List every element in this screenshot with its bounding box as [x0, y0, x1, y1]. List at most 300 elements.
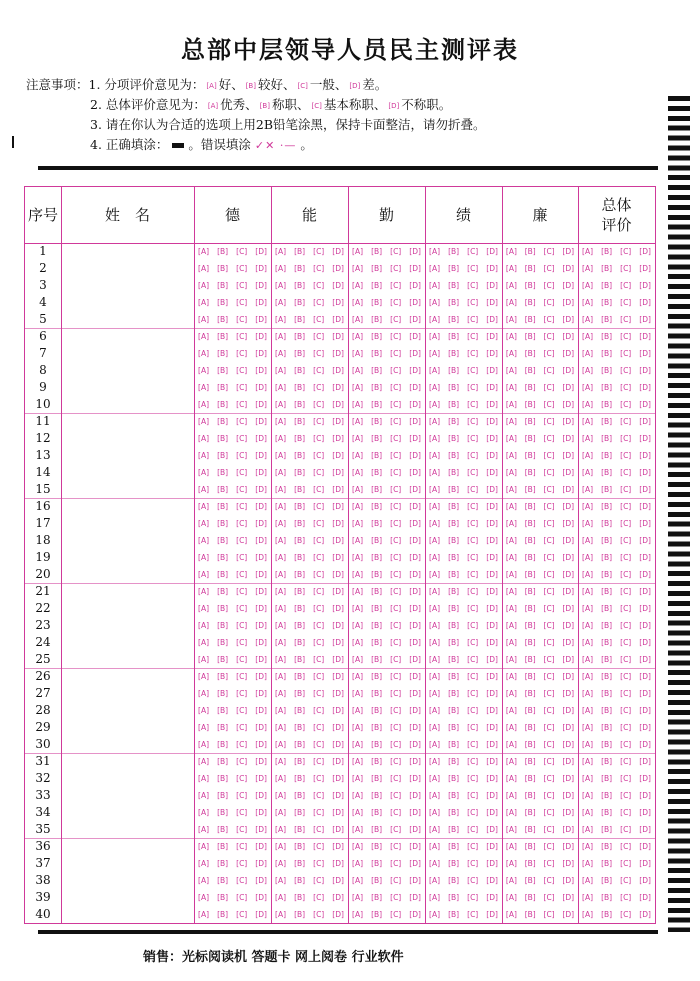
name-field[interactable] — [61, 838, 194, 855]
option-bubble[interactable]: [A] — [275, 757, 287, 766]
option-bubble[interactable]: [A] — [429, 264, 441, 273]
option-bubble[interactable]: [C] — [390, 757, 402, 766]
option-bubble[interactable]: [B] — [294, 383, 306, 392]
option-bubble[interactable]: [A] — [275, 519, 287, 528]
option-bubble[interactable]: [D] — [639, 842, 651, 851]
option-bubble[interactable]: [A] — [429, 672, 441, 681]
option-bubble[interactable]: [A] — [198, 536, 210, 545]
option-bubble[interactable]: [B] — [524, 808, 536, 817]
option-bubble[interactable]: [D] — [639, 332, 651, 341]
option-bubble[interactable]: [B] — [371, 757, 383, 766]
option-bubble[interactable]: [D] — [486, 604, 498, 613]
option-bubble[interactable]: [B] — [217, 791, 229, 800]
option-bubble[interactable]: [C] — [313, 910, 325, 919]
option-bubble[interactable]: [A] — [505, 570, 517, 579]
option-bubble[interactable]: [D] — [562, 621, 575, 630]
option-bubble[interactable]: [D] — [409, 383, 421, 392]
option-bubble[interactable]: [D] — [332, 910, 344, 919]
name-field[interactable] — [61, 396, 194, 413]
option-bubble[interactable]: [D] — [639, 298, 651, 307]
option-bubble[interactable]: [C] — [620, 876, 632, 885]
option-bubble[interactable]: [C] — [390, 349, 402, 358]
option-bubble[interactable]: [D] — [562, 842, 575, 851]
option-bubble[interactable]: [A] — [505, 910, 517, 919]
option-bubble[interactable]: [D] — [639, 468, 651, 477]
option-bubble[interactable]: [D] — [255, 723, 267, 732]
option-bubble[interactable]: [A] — [582, 842, 594, 851]
option-bubble[interactable]: [D] — [562, 553, 575, 562]
option-bubble[interactable]: [A] — [505, 502, 517, 511]
option-bubble[interactable]: [D] — [562, 570, 575, 579]
option-bubble[interactable]: [A] — [505, 825, 517, 834]
option-bubble[interactable]: [B] — [294, 417, 306, 426]
option-bubble[interactable]: [A] — [505, 536, 517, 545]
option-bubble[interactable]: [D] — [409, 315, 421, 324]
option-bubble[interactable]: [C] — [620, 451, 632, 460]
option-bubble[interactable]: [A] — [582, 774, 594, 783]
option-bubble[interactable]: [D] — [486, 689, 498, 698]
option-bubble[interactable]: [C] — [543, 247, 555, 256]
option-bubble[interactable]: [A] — [582, 519, 594, 528]
option-bubble[interactable]: [B] — [448, 791, 460, 800]
option-bubble[interactable]: [B] — [448, 689, 460, 698]
option-bubble[interactable]: [C] — [236, 808, 248, 817]
option-bubble[interactable]: [B] — [601, 468, 613, 477]
option-bubble[interactable]: [B] — [371, 723, 383, 732]
option-bubble[interactable]: [D] — [332, 791, 344, 800]
option-bubble[interactable]: [D] — [639, 349, 651, 358]
option-bubble[interactable]: [C] — [390, 893, 402, 902]
option-bubble[interactable]: [C] — [543, 315, 555, 324]
option-bubble[interactable]: [B] — [371, 400, 383, 409]
option-bubble[interactable]: [B] — [371, 485, 383, 494]
option-bubble[interactable]: [A] — [582, 468, 594, 477]
option-bubble[interactable]: [A] — [352, 502, 364, 511]
option-bubble[interactable]: [C] — [543, 485, 555, 494]
option-bubble[interactable]: [C] — [236, 281, 248, 290]
option-bubble[interactable]: [C] — [543, 638, 555, 647]
option-bubble[interactable]: [B] — [294, 502, 306, 511]
option-bubble[interactable]: [B] — [601, 672, 613, 681]
option-bubble[interactable]: [A] — [429, 315, 441, 324]
option-bubble[interactable]: [B] — [294, 706, 306, 715]
option-bubble[interactable]: [A] — [275, 587, 287, 596]
option-bubble[interactable]: [A] — [582, 502, 594, 511]
option-bubble[interactable]: [D] — [562, 893, 575, 902]
option-bubble[interactable]: [D] — [639, 553, 651, 562]
option-bubble[interactable]: [D] — [409, 332, 421, 341]
option-bubble[interactable]: [D] — [562, 247, 575, 256]
option-bubble[interactable]: [B] — [448, 383, 460, 392]
option-bubble[interactable]: [C] — [620, 621, 632, 630]
option-bubble[interactable]: [A] — [352, 468, 364, 477]
option-bubble[interactable]: [B] — [601, 774, 613, 783]
option-bubble[interactable]: [C] — [467, 655, 479, 664]
option-bubble[interactable]: [D] — [486, 638, 498, 647]
option-bubble[interactable]: [B] — [217, 621, 229, 630]
name-field[interactable] — [61, 566, 194, 583]
option-bubble[interactable]: [B] — [601, 298, 613, 307]
option-bubble[interactable]: [B] — [371, 791, 383, 800]
option-bubble[interactable]: [A] — [429, 485, 441, 494]
option-bubble[interactable]: [D] — [332, 655, 344, 664]
option-bubble[interactable]: [C] — [236, 383, 248, 392]
option-bubble[interactable]: [C] — [543, 383, 555, 392]
option-bubble[interactable]: [B] — [217, 706, 229, 715]
option-bubble[interactable]: [A] — [352, 621, 364, 630]
name-field[interactable] — [61, 464, 194, 481]
name-field[interactable] — [61, 702, 194, 719]
option-bubble[interactable]: [D] — [639, 672, 651, 681]
option-bubble[interactable]: [B] — [371, 587, 383, 596]
option-bubble[interactable]: [D] — [255, 655, 267, 664]
option-bubble[interactable]: [A] — [352, 638, 364, 647]
option-bubble[interactable]: [D] — [486, 825, 498, 834]
option-bubble[interactable]: [D] — [409, 247, 421, 256]
option-bubble[interactable]: [C] — [236, 604, 248, 613]
option-bubble[interactable]: [B] — [524, 332, 536, 341]
option-bubble[interactable]: [D] — [486, 400, 498, 409]
option-bubble[interactable]: [C] — [236, 485, 248, 494]
option-bubble[interactable]: [D] — [255, 468, 267, 477]
option-bubble[interactable]: [A] — [198, 672, 210, 681]
option-bubble[interactable]: [A] — [352, 570, 364, 579]
option-bubble[interactable]: [B] — [524, 519, 536, 528]
option-bubble[interactable]: [D] — [332, 468, 344, 477]
option-bubble[interactable]: [A] — [352, 757, 364, 766]
option-bubble[interactable]: [A] — [198, 604, 210, 613]
option-bubble[interactable]: [B] — [294, 876, 306, 885]
option-bubble[interactable]: [B] — [601, 723, 613, 732]
option-bubble[interactable]: [B] — [371, 536, 383, 545]
option-bubble[interactable]: [B] — [601, 264, 613, 273]
option-bubble[interactable]: [C] — [467, 910, 479, 919]
option-bubble[interactable]: [A] — [275, 468, 287, 477]
option-bubble[interactable]: [D] — [486, 315, 498, 324]
option-bubble[interactable]: [A] — [505, 434, 517, 443]
option-bubble[interactable]: [A] — [275, 315, 287, 324]
option-bubble[interactable]: [A] — [352, 876, 364, 885]
option-bubble[interactable]: [A] — [198, 468, 210, 477]
option-bubble[interactable]: [B] — [524, 757, 536, 766]
name-field[interactable] — [61, 277, 194, 294]
option-bubble[interactable]: [B] — [601, 434, 613, 443]
option-bubble[interactable]: [D] — [255, 638, 267, 647]
option-bubble[interactable]: [D] — [332, 519, 344, 528]
option-bubble[interactable]: [C] — [390, 383, 402, 392]
option-bubble[interactable]: [B] — [294, 893, 306, 902]
option-bubble[interactable]: [C] — [543, 706, 555, 715]
option-bubble[interactable]: [D] — [639, 247, 651, 256]
option-bubble[interactable]: [C] — [620, 791, 632, 800]
option-bubble[interactable]: [A] — [352, 893, 364, 902]
option-bubble[interactable]: [D] — [486, 417, 498, 426]
option-bubble[interactable]: [C] — [313, 757, 325, 766]
option-bubble[interactable]: [C] — [236, 502, 248, 511]
option-bubble[interactable]: [A] — [352, 910, 364, 919]
option-bubble[interactable]: [C] — [467, 808, 479, 817]
option-bubble[interactable]: [A] — [582, 553, 594, 562]
option-bubble[interactable]: [B] — [294, 485, 306, 494]
option-bubble[interactable]: [D] — [639, 757, 651, 766]
option-bubble[interactable]: [A] — [352, 774, 364, 783]
option-bubble[interactable]: [A] — [429, 434, 441, 443]
option-bubble[interactable]: [D] — [639, 604, 651, 613]
option-bubble[interactable]: [B] — [601, 859, 613, 868]
option-bubble[interactable]: [C] — [236, 553, 248, 562]
option-bubble[interactable]: [A] — [275, 485, 287, 494]
option-bubble[interactable]: [A] — [582, 808, 594, 817]
option-bubble[interactable]: [A] — [429, 468, 441, 477]
name-field[interactable] — [61, 804, 194, 821]
option-bubble[interactable]: [B] — [448, 740, 460, 749]
option-bubble[interactable]: [B] — [217, 689, 229, 698]
option-bubble[interactable]: [A] — [505, 298, 517, 307]
name-field[interactable] — [61, 379, 194, 396]
option-bubble[interactable]: [C] — [543, 723, 555, 732]
option-bubble[interactable]: [A] — [352, 604, 364, 613]
option-bubble[interactable]: [D] — [562, 774, 575, 783]
option-bubble[interactable]: [B] — [524, 417, 536, 426]
option-bubble[interactable]: [B] — [601, 400, 613, 409]
option-bubble[interactable]: [A] — [582, 723, 594, 732]
option-bubble[interactable]: [D] — [486, 570, 498, 579]
option-bubble[interactable]: [C] — [620, 774, 632, 783]
option-bubble[interactable]: [C] — [620, 519, 632, 528]
option-bubble[interactable]: [D] — [486, 655, 498, 664]
option-bubble[interactable]: [B] — [294, 638, 306, 647]
option-bubble[interactable]: [B] — [371, 740, 383, 749]
option-bubble[interactable]: [C] — [390, 502, 402, 511]
option-bubble[interactable]: [A] — [582, 485, 594, 494]
option-bubble[interactable]: [B] — [371, 451, 383, 460]
option-bubble[interactable]: [D] — [409, 502, 421, 511]
option-bubble[interactable]: [B] — [217, 349, 229, 358]
option-bubble[interactable]: [B] — [524, 247, 536, 256]
option-bubble[interactable]: [C] — [620, 468, 632, 477]
option-bubble[interactable]: [D] — [639, 825, 651, 834]
option-bubble[interactable]: [B] — [371, 842, 383, 851]
option-bubble[interactable]: [D] — [639, 893, 651, 902]
option-bubble[interactable]: [A] — [198, 434, 210, 443]
option-bubble[interactable]: [B] — [448, 587, 460, 596]
option-bubble[interactable]: [D] — [486, 757, 498, 766]
option-bubble[interactable]: [A] — [505, 383, 517, 392]
option-bubble[interactable]: [B] — [371, 825, 383, 834]
name-field[interactable] — [61, 515, 194, 532]
option-bubble[interactable]: [A] — [582, 893, 594, 902]
option-bubble[interactable]: [A] — [429, 400, 441, 409]
option-bubble[interactable]: [D] — [486, 553, 498, 562]
option-bubble[interactable]: [A] — [505, 604, 517, 613]
option-bubble[interactable]: [C] — [313, 621, 325, 630]
option-bubble[interactable]: [B] — [524, 502, 536, 511]
option-bubble[interactable]: [B] — [524, 451, 536, 460]
option-bubble[interactable]: [D] — [332, 332, 344, 341]
option-bubble[interactable]: [C] — [236, 910, 248, 919]
option-bubble[interactable]: [D] — [639, 281, 651, 290]
option-bubble[interactable]: [A] — [505, 842, 517, 851]
option-bubble[interactable]: [B] — [448, 434, 460, 443]
option-bubble[interactable]: [B] — [524, 825, 536, 834]
option-bubble[interactable]: [D] — [255, 451, 267, 460]
option-bubble[interactable]: [C] — [236, 570, 248, 579]
option-bubble[interactable]: [C] — [543, 808, 555, 817]
option-bubble[interactable]: [B] — [448, 842, 460, 851]
option-bubble[interactable]: [D] — [562, 281, 575, 290]
option-bubble[interactable]: [C] — [390, 485, 402, 494]
option-bubble[interactable]: [A] — [429, 604, 441, 613]
option-bubble[interactable]: [B] — [217, 485, 229, 494]
option-bubble[interactable]: [D] — [255, 247, 267, 256]
option-bubble[interactable]: [D] — [409, 672, 421, 681]
option-bubble[interactable]: [D] — [639, 876, 651, 885]
option-bubble[interactable]: [B] — [371, 281, 383, 290]
option-bubble[interactable]: [C] — [390, 468, 402, 477]
option-bubble[interactable]: [B] — [448, 757, 460, 766]
option-bubble[interactable]: [A] — [582, 672, 594, 681]
option-bubble[interactable]: [D] — [562, 910, 575, 919]
option-bubble[interactable]: [A] — [352, 808, 364, 817]
option-bubble[interactable]: [C] — [543, 740, 555, 749]
option-bubble[interactable]: [D] — [255, 315, 267, 324]
option-bubble[interactable]: [D] — [255, 842, 267, 851]
name-field[interactable] — [61, 413, 194, 430]
option-bubble[interactable]: [A] — [198, 451, 210, 460]
option-bubble[interactable]: [B] — [294, 366, 306, 375]
option-bubble[interactable]: [A] — [505, 621, 517, 630]
option-bubble[interactable]: [D] — [409, 791, 421, 800]
option-bubble[interactable]: [A] — [429, 910, 441, 919]
option-bubble[interactable]: [D] — [332, 536, 344, 545]
option-bubble[interactable]: [B] — [294, 740, 306, 749]
option-bubble[interactable]: [C] — [390, 740, 402, 749]
option-bubble[interactable]: [D] — [562, 298, 575, 307]
option-bubble[interactable]: [A] — [429, 893, 441, 902]
option-bubble[interactable]: [A] — [198, 876, 210, 885]
option-bubble[interactable]: [A] — [198, 723, 210, 732]
option-bubble[interactable]: [D] — [562, 536, 575, 545]
option-bubble[interactable]: [B] — [294, 451, 306, 460]
option-bubble[interactable]: [A] — [429, 332, 441, 341]
option-bubble[interactable]: [D] — [639, 859, 651, 868]
option-bubble[interactable]: [B] — [294, 434, 306, 443]
option-bubble[interactable]: [C] — [620, 264, 632, 273]
option-bubble[interactable]: [B] — [217, 842, 229, 851]
option-bubble[interactable]: [A] — [352, 706, 364, 715]
option-bubble[interactable]: [D] — [332, 808, 344, 817]
option-bubble[interactable]: [A] — [198, 315, 210, 324]
option-bubble[interactable]: [D] — [409, 740, 421, 749]
option-bubble[interactable]: [B] — [217, 315, 229, 324]
option-bubble[interactable]: [B] — [217, 451, 229, 460]
option-bubble[interactable]: [D] — [486, 910, 498, 919]
option-bubble[interactable]: [B] — [217, 876, 229, 885]
option-bubble[interactable]: [B] — [371, 604, 383, 613]
option-bubble[interactable]: [C] — [236, 774, 248, 783]
option-bubble[interactable]: [D] — [409, 553, 421, 562]
option-bubble[interactable]: [A] — [352, 655, 364, 664]
option-bubble[interactable]: [A] — [275, 723, 287, 732]
option-bubble[interactable]: [D] — [639, 706, 651, 715]
option-bubble[interactable]: [A] — [352, 485, 364, 494]
option-bubble[interactable]: [B] — [601, 417, 613, 426]
option-bubble[interactable]: [A] — [275, 570, 287, 579]
option-bubble[interactable]: [D] — [486, 383, 498, 392]
option-bubble[interactable]: [D] — [409, 689, 421, 698]
option-bubble[interactable]: [B] — [524, 842, 536, 851]
option-bubble[interactable]: [C] — [236, 859, 248, 868]
option-bubble[interactable]: [D] — [332, 621, 344, 630]
option-bubble[interactable]: [C] — [620, 604, 632, 613]
option-bubble[interactable]: [A] — [198, 553, 210, 562]
option-bubble[interactable]: [D] — [255, 536, 267, 545]
option-bubble[interactable]: [D] — [255, 553, 267, 562]
option-bubble[interactable]: [A] — [352, 349, 364, 358]
option-bubble[interactable]: [A] — [582, 757, 594, 766]
option-bubble[interactable]: [B] — [371, 638, 383, 647]
option-bubble[interactable]: [D] — [486, 706, 498, 715]
option-bubble[interactable]: [C] — [543, 587, 555, 596]
option-bubble[interactable]: [B] — [217, 366, 229, 375]
option-bubble[interactable]: [B] — [448, 349, 460, 358]
option-bubble[interactable]: [B] — [524, 281, 536, 290]
option-bubble[interactable]: [D] — [486, 723, 498, 732]
option-bubble[interactable]: [D] — [639, 451, 651, 460]
option-bubble[interactable]: [B] — [524, 536, 536, 545]
option-bubble[interactable]: [B] — [371, 706, 383, 715]
option-bubble[interactable]: [A] — [505, 774, 517, 783]
option-bubble[interactable]: [C] — [236, 893, 248, 902]
name-field[interactable] — [61, 345, 194, 362]
option-bubble[interactable]: [B] — [294, 621, 306, 630]
option-bubble[interactable]: [A] — [582, 910, 594, 919]
option-bubble[interactable]: [C] — [467, 485, 479, 494]
option-bubble[interactable]: [D] — [255, 400, 267, 409]
option-bubble[interactable]: [C] — [543, 757, 555, 766]
option-bubble[interactable]: [B] — [601, 536, 613, 545]
option-bubble[interactable]: [C] — [543, 349, 555, 358]
option-bubble[interactable]: [C] — [313, 672, 325, 681]
option-bubble[interactable]: [D] — [486, 349, 498, 358]
option-bubble[interactable]: [C] — [313, 740, 325, 749]
option-bubble[interactable]: [B] — [371, 434, 383, 443]
option-bubble[interactable]: [C] — [236, 672, 248, 681]
option-bubble[interactable]: [A] — [429, 502, 441, 511]
option-bubble[interactable]: [D] — [562, 706, 575, 715]
option-bubble[interactable]: [A] — [505, 723, 517, 732]
name-field[interactable] — [61, 821, 194, 838]
option-bubble[interactable]: [D] — [409, 366, 421, 375]
option-bubble[interactable]: [C] — [543, 519, 555, 528]
option-bubble[interactable]: [C] — [543, 791, 555, 800]
option-bubble[interactable]: [D] — [409, 621, 421, 630]
option-bubble[interactable]: [D] — [562, 808, 575, 817]
option-bubble[interactable]: [C] — [467, 621, 479, 630]
option-bubble[interactable]: [D] — [255, 604, 267, 613]
option-bubble[interactable]: [D] — [332, 383, 344, 392]
option-bubble[interactable]: [A] — [429, 587, 441, 596]
option-bubble[interactable]: [A] — [582, 315, 594, 324]
option-bubble[interactable]: [A] — [275, 383, 287, 392]
option-bubble[interactable]: [D] — [639, 502, 651, 511]
option-bubble[interactable]: [A] — [582, 859, 594, 868]
option-bubble[interactable]: [B] — [601, 315, 613, 324]
option-bubble[interactable]: [C] — [620, 825, 632, 834]
option-bubble[interactable]: [D] — [255, 825, 267, 834]
option-bubble[interactable]: [B] — [448, 876, 460, 885]
option-bubble[interactable]: [D] — [562, 672, 575, 681]
